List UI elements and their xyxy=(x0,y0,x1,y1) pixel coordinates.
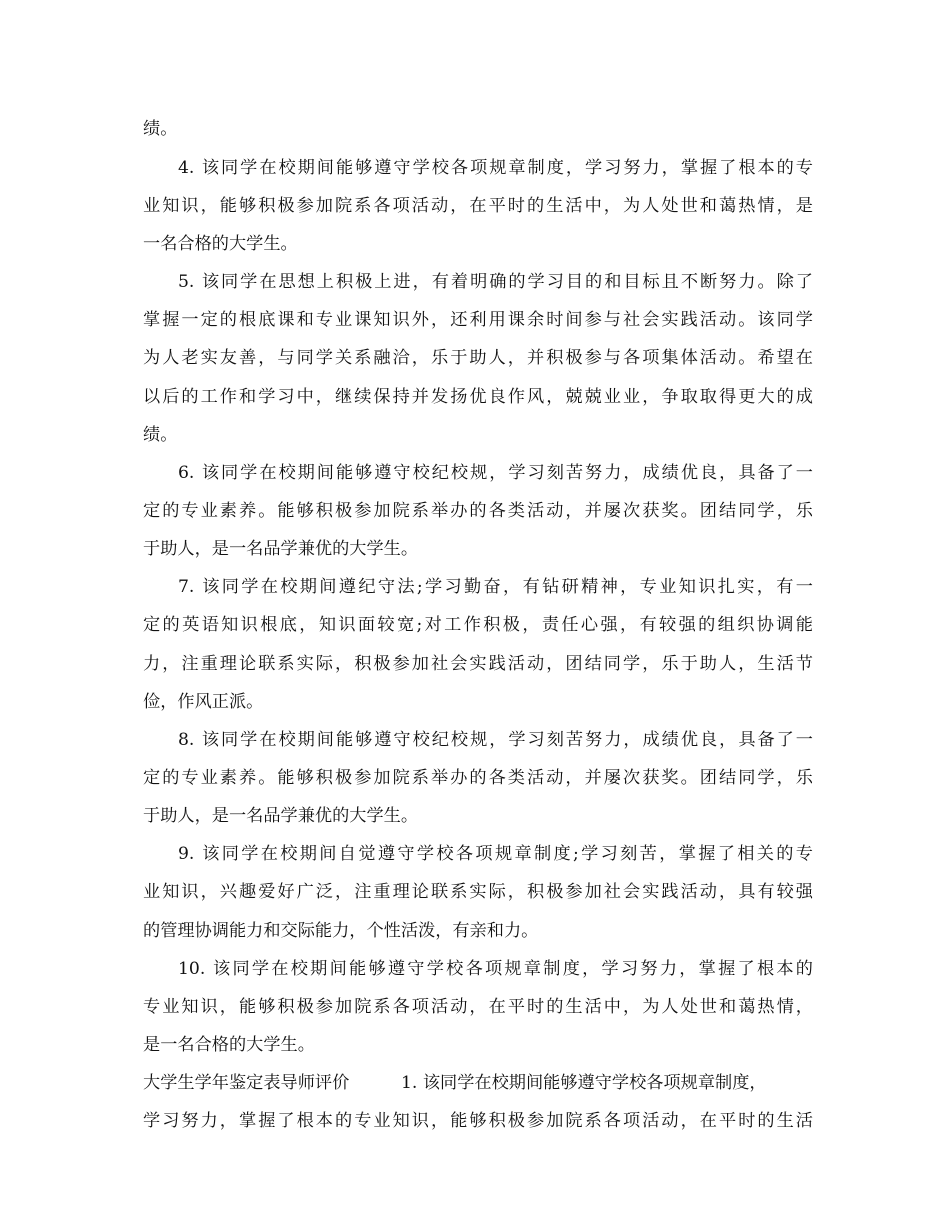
paragraph-5-line-4: 以后的工作和学习中，继续保持并发扬优良作风，兢兢业业，争取取得更大的成 xyxy=(143,387,813,407)
paragraph-5-line-3: 为人老实友善，与同学关系融洽，乐于助人，并积极参与各项集体活动。希望在 xyxy=(143,348,813,368)
paragraph-6-line-2: 定的专业素养。能够积极参加院系举办的各类活动，并屡次获奖。团结同学，乐 xyxy=(143,501,813,521)
text-line: 绩。 xyxy=(143,119,178,139)
paragraph-10-line-1: 10. 该同学在校期间能够遵守学校各项规章制度，学习努力，掌握了根本的 xyxy=(178,959,813,979)
paragraph-7-line-4: 俭，作风正派。 xyxy=(143,692,264,712)
paragraph-9-line-3: 的管理协调能力和交际能力，个性活泼，有亲和力。 xyxy=(143,921,539,941)
section-heading-line xyxy=(143,1070,813,1096)
paragraph-5-line-2: 掌握一定的根底课和专业课知识外，还利用课余时间参与社会实践活动。该同学 xyxy=(143,310,813,330)
paragraph-7-line-2: 定的英语知识根底，知识面较宽;对工作积极，责任心强，有较强的组织协调能 xyxy=(143,615,813,635)
paragraph-9-line-1: 9. 该同学在校期间自觉遵守学校各项规章制度;学习刻苦，掌握了相关的专 xyxy=(178,844,813,864)
paragraph-4-line-3: 一名合格的大学生。 xyxy=(143,234,298,254)
section-title: 大学生学年鉴定表导师评价 xyxy=(143,1073,350,1093)
paragraph-4-line-2: 业知识，能够积极参加院系各项活动，在平时的生活中，为人处世和蔼热情，是 xyxy=(143,196,813,216)
paragraph-7-line-1: 7. 该同学在校期间遵纪守法;学习勤奋，有钻研精神，专业知识扎实，有一 xyxy=(178,577,813,597)
paragraph-8-line-3: 于助人，是一名品学兼优的大学生。 xyxy=(143,806,419,826)
paragraph-4-line-1: 4. 该同学在校期间能够遵守学校各项规章制度，学习努力，掌握了根本的专 xyxy=(178,158,813,178)
section-first-text: 1. 该同学在校期间能够遵守学校各项规章制度， xyxy=(401,1073,767,1093)
paragraph-10-line-2: 专业知识，能够积极参加院系各项活动，在平时的生活中，为人处世和蔼热情， xyxy=(143,997,813,1017)
paragraph-8-line-2: 定的专业素养。能够积极参加院系举办的各类活动，并屡次获奖。团结同学，乐 xyxy=(143,768,813,788)
paragraph-6-line-3: 于助人，是一名品学兼优的大学生。 xyxy=(143,539,419,559)
paragraph-5-line-1: 5. 该同学在思想上积极上进，有着明确的学习目的和目标且不断努力。除了 xyxy=(178,272,813,292)
paragraph-10-line-3: 是一名合格的大学生。 xyxy=(143,1035,315,1055)
paragraph-9-line-2: 业知识，兴趣爱好广泛，注重理论联系实际，积极参加社会实践活动，具有较强 xyxy=(143,882,813,902)
paragraph-8-line-1: 8. 该同学在校期间能够遵守校纪校规，学习刻苦努力，成绩优良，具备了一 xyxy=(178,730,813,750)
paragraph-7-line-3: 力，注重理论联系实际，积极参加社会实践活动，团结同学，乐于助人，生活节 xyxy=(143,654,813,674)
paragraph-5-line-5: 绩。 xyxy=(143,425,178,445)
paragraph-6-line-1: 6. 该同学在校期间能够遵守校纪校规，学习刻苦努力，成绩优良，具备了一 xyxy=(178,463,813,483)
section-line-2: 学习努力，掌握了根本的专业知识，能够积极参加院系各项活动，在平时的生活 xyxy=(143,1111,813,1131)
